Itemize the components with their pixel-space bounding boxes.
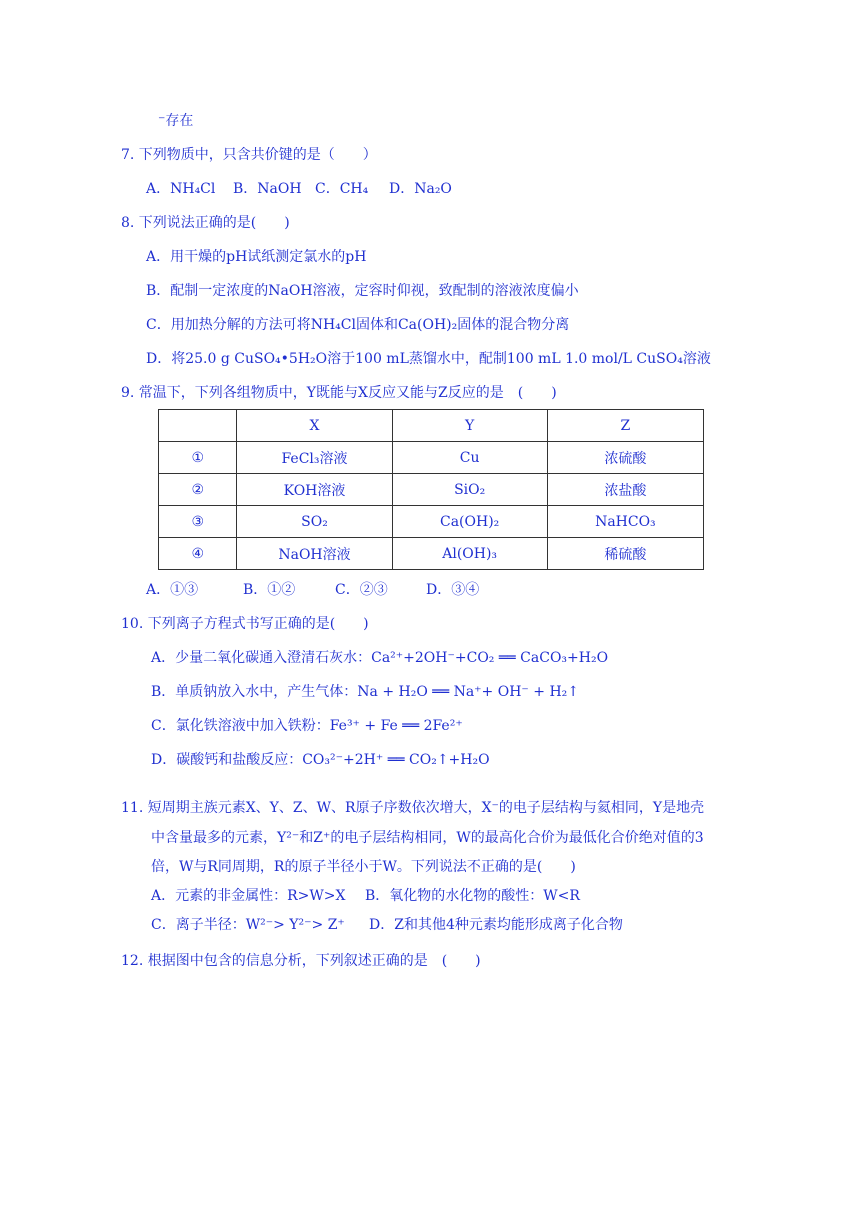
- cell-z: 浓盐酸: [547, 474, 703, 506]
- question-8-stem: 8. 下列说法正确的是( ): [121, 215, 290, 231]
- q9-option-d: D．③④: [426, 582, 480, 598]
- q8-option-c: C．用加热分解的方法可将NH₄Cl固体和Ca(OH)₂固体的混合物分离: [146, 317, 570, 333]
- header-cell-x: X: [237, 410, 392, 442]
- question-11-line3: 倍，W与R同周期，R的原子半径小于W。下列说法不正确的是( ): [151, 859, 576, 875]
- table-row: [159, 474, 704, 506]
- question-12-stem: 12. 根据图中包含的信息分析，下列叙述正确的是 ( ): [121, 953, 481, 969]
- cell-y: Al(OH)₃: [392, 538, 547, 570]
- q11-option-a: A．元素的非金属性：R>W>X: [151, 888, 346, 904]
- q10-option-d: D．碳酸钙和盐酸反应：CO₃²⁻+2H⁺ ══ CO₂↑+H₂O: [151, 752, 490, 768]
- q11-option-b: B．氧化物的水化物的酸性：W<R: [365, 888, 580, 904]
- cell-x: SO₂: [237, 506, 392, 538]
- q10-option-c: C．氯化铁溶液中加入铁粉：Fe³⁺ + Fe ══ 2Fe²⁺: [151, 718, 463, 734]
- continued-text: ⁻存在: [158, 113, 194, 129]
- header-cell: [159, 410, 237, 442]
- row-label: ①: [159, 442, 237, 474]
- cell-y: Cu: [392, 442, 547, 474]
- q8-option-d: D．将25.0 g CuSO₄•5H₂O溶于100 mL蒸馏水中，配制100 mL 1.0 mol/L CuSO₄溶液: [146, 351, 711, 367]
- question-11-line2: 中含量最多的元素，Y²⁻和Z⁺的电子层结构相同，W的最高化合价为最低化合价绝对值的3: [151, 830, 704, 846]
- cell-z: NaHCO₃: [547, 506, 703, 538]
- q7-option-c: C．CH₄: [315, 181, 369, 197]
- q9-option-a: A．①③: [146, 582, 199, 598]
- cell-x: KOH溶液: [237, 474, 392, 506]
- cell-x: NaOH溶液: [237, 538, 392, 570]
- row-label: ②: [159, 474, 237, 506]
- question-10-stem: 10. 下列离子方程式书写正确的是( ): [121, 616, 369, 632]
- cell-z: 稀硫酸: [547, 538, 703, 570]
- q8-option-b: B．配制一定浓度的NaOH溶液，定容时仰视，致配制的溶液浓度偏小: [146, 283, 579, 299]
- q8-option-a: A．用干燥的pH试纸测定氯水的pH: [146, 249, 367, 265]
- table-row: [159, 442, 704, 474]
- cell-x: FeCl₃溶液: [237, 442, 392, 474]
- table-row: [159, 538, 704, 570]
- q7-option-a: A．NH₄Cl: [146, 181, 216, 197]
- q11-option-c: C．离子半径：W²⁻> Y²⁻> Z⁺: [151, 917, 345, 933]
- q11-option-d: D．Z和其他4种元素均能形成离子化合物: [369, 917, 623, 933]
- header-cell-y: Y: [392, 410, 547, 442]
- row-label: ④: [159, 538, 237, 570]
- cell-y: Ca(OH)₂: [392, 506, 547, 538]
- q9-option-c: C．②③: [335, 582, 388, 598]
- header-cell-z: Z: [547, 410, 703, 442]
- table-row: [159, 506, 704, 538]
- q10-option-b: B．单质钠放入水中，产生气体：Na + H₂O ══ Na⁺+ OH⁻ + H₂↑: [151, 684, 579, 700]
- cell-y: SiO₂: [392, 474, 547, 506]
- question-7-stem: 7. 下列物质中，只含共价键的是（ ）: [121, 147, 377, 163]
- q9-table: [158, 409, 704, 570]
- q10-option-a: A．少量二氧化碳通入澄清石灰水：Ca²⁺+2OH⁻+CO₂ ══ CaCO₃+H₂O: [151, 650, 609, 666]
- question-9-stem: 9. 常温下，下列各组物质中，Y既能与X反应又能与Z反应的是 ( ): [121, 385, 557, 401]
- row-label: ③: [159, 506, 237, 538]
- question-11-line1: 11. 短周期主族元素X、Y、Z、W、R原子序数依次增大，X⁻的电子层结构与氦相同，Y是地壳: [121, 800, 705, 816]
- q7-option-d: D．Na₂O: [389, 181, 452, 197]
- table-header-row: [159, 410, 704, 442]
- q7-option-b: B．NaOH: [233, 181, 302, 197]
- cell-z: 浓硫酸: [547, 442, 703, 474]
- q9-option-b: B．①②: [243, 582, 296, 598]
